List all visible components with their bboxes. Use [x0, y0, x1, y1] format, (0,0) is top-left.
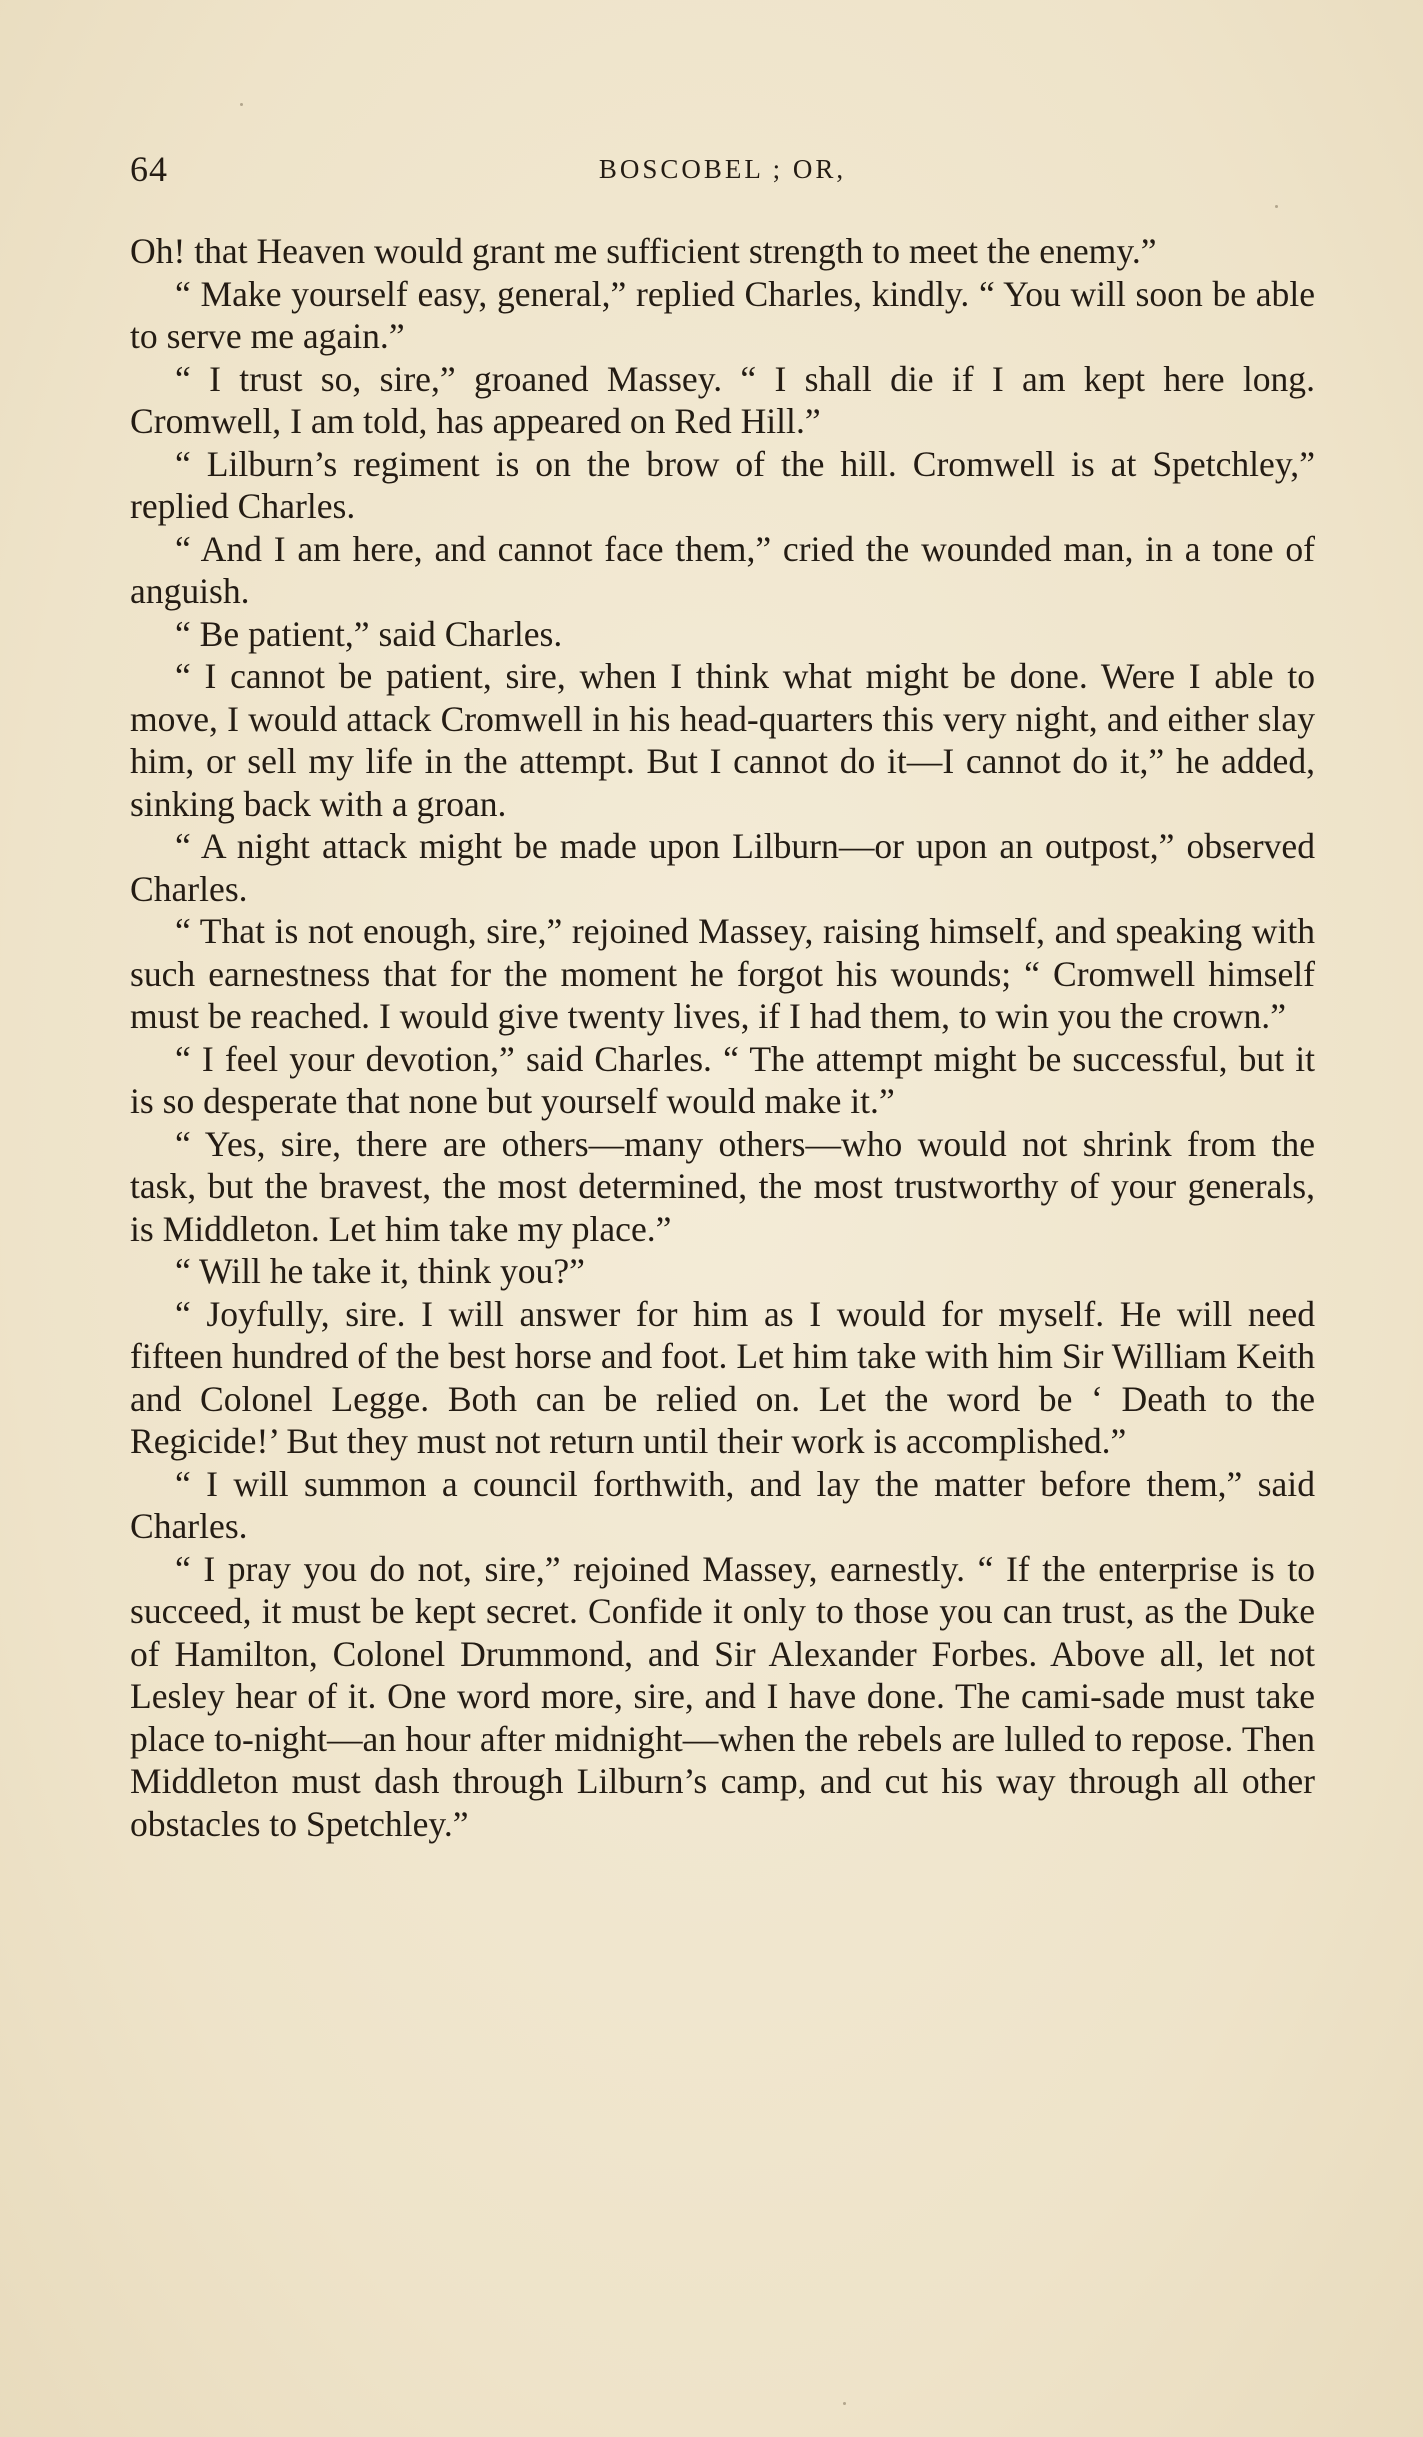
paragraph: “ Joyfully, sire. I will answer for him as I would for myself. He will need fifteen hundred of the best horse and foot. Let him take with him Sir William Keith and Colonel Legge. Both can be relied on. Let the word be ‘ Death to the Regicide!’ But they must not return until their work is accomplished.”: [130, 1293, 1315, 1461]
running-head: BOSCOBEL ; OR,: [598, 154, 847, 184]
paragraph: “ That is not enough, sire,” rejoined Massey, raising himself, and speaking with such earnestness that for the moment he forgot his wounds; “ Cromwell himself must be reached. I would give twenty lives, if I had them, to win you the crown.”: [130, 911, 1315, 1036]
paragraph: “ I feel your devotion,” said Charles. “ The attempt might be successful, but it is so desperate that none but yourself would make it.”: [130, 1038, 1315, 1121]
paragraph: “ Yes, sire, there are others—many others—who would not shrink from the task, but the bravest, the most determined, the most trustworthy of your generals, is Middleton. Let him take my place.”: [130, 1123, 1315, 1249]
paragraph: Oh! that Heaven would grant me sufficient strength to meet the enemy.”: [130, 231, 1157, 271]
paragraph: “ Lilburn’s regiment is on the brow of the hill. Cromwell is at Spetchley,” replied Charles.: [130, 443, 1315, 526]
paragraph: “ Be patient,” said Charles.: [175, 613, 563, 654]
page-header: [130, 148, 1315, 198]
paragraph: “ Will he take it, think you?”: [175, 1251, 585, 1291]
paper-speck: [843, 2402, 846, 2405]
body-text: [130, 230, 1315, 1845]
page-number: 64: [130, 149, 168, 189]
paper-speck: [1275, 205, 1278, 208]
paragraph: “ A night attack might be made upon Lilburn—or upon an outpost,” observed Charles.: [130, 826, 1315, 909]
paragraph: “ Make yourself easy, general,” replied Charles, kindly. “ You will soon be able to serve me again.”: [130, 273, 1315, 356]
paragraph: “ I pray you do not, sire,” rejoined Massey, earnestly. “ If the enterprise is to succeed, it must be kept secret. Confide it only to those you can trust, as the Duke of Hamilton, Colonel Drummond, and Sir Alexander Forbes. Above all, let not Lesley hear of it. One word more, sire, and I have done. The cami-sade must take place to-night—an hour after midnight—when the rebels are lulled to repose. Then Middleton must dash through Lilburn’s camp, and cut his way through all other obstacles to Spetchley.”: [130, 1548, 1315, 1844]
paragraph: “ I will summon a council forthwith, and lay the matter before them,” said Charles.: [130, 1463, 1315, 1546]
paper-speck: [240, 103, 243, 106]
paragraph: “ I trust so, sire,” groaned Massey. “ I shall die if I am kept here long. Cromwell, I am told, has appeared on Red Hill.”: [130, 358, 1315, 441]
paragraph: “ And I am here, and cannot face them,” cried the wounded man, in a tone of anguish.: [130, 528, 1315, 611]
paragraph: “ I cannot be patient, sire, when I think what might be done. Were I able to move, I would attack Cromwell in his head-quarters this very night, and either slay him, or sell my life in the attempt. But I cannot do it—I cannot do it,” he added, sinking back with a groan.: [130, 656, 1315, 824]
